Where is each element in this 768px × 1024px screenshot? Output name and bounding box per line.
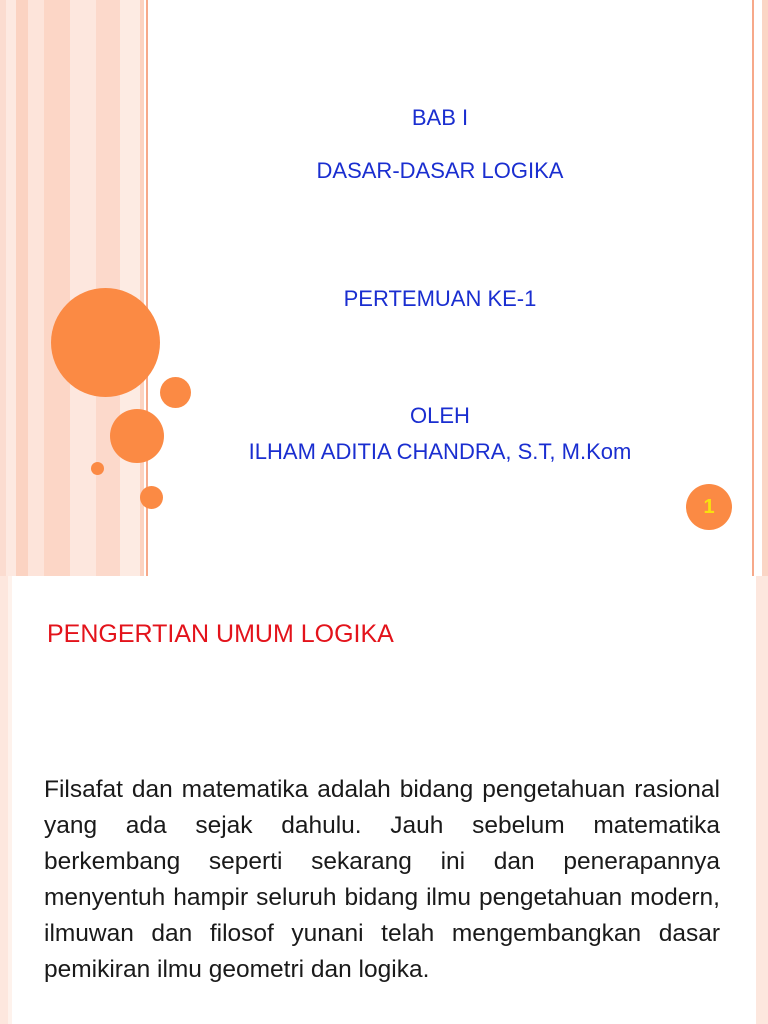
chapter-label: BAB I xyxy=(411,105,469,130)
by-label: OLEH xyxy=(410,403,470,428)
decorative-stripe xyxy=(0,576,8,1024)
decorative-circle xyxy=(110,409,164,463)
slide-title: DASAR-DASAR LOGIKA xyxy=(316,158,564,183)
body-paragraph: Filsafat dan matematika adalah bidang pengetahuan rasional yang ada sejak dahulu. Jauh sebelum matematika berkembang seperti sekarang ini dan penerapannya menyentuh hampir seluruh bidang ilmu pengetahuan modern, ilmuwan dan filosof yunani telah mengembangkan dasar pemikiran ilmu geometri dan logika. xyxy=(44,776,720,983)
divider-line xyxy=(752,0,754,576)
author-name: ILHAM ADITIA CHANDRA, S.T, M.Kom xyxy=(248,439,632,464)
decorative-stripe xyxy=(8,576,12,1024)
section-heading: PENGERTIAN UMUM LOGIKA xyxy=(47,620,394,648)
decorative-circle xyxy=(91,462,104,475)
decorative-stripe xyxy=(6,0,16,576)
meeting-label: PERTEMUAN KE-1 xyxy=(343,286,537,311)
decorative-stripe xyxy=(44,0,70,576)
decorative-circle xyxy=(51,288,160,397)
decorative-stripe xyxy=(16,0,28,576)
decorative-circle xyxy=(140,486,163,509)
page-number-badge: 1 xyxy=(686,484,732,530)
decorative-circle xyxy=(160,377,191,408)
decorative-stripe xyxy=(28,0,44,576)
decorative-stripe xyxy=(756,576,768,1024)
content-slide xyxy=(0,576,768,1024)
decorative-stripe xyxy=(120,0,140,576)
decorative-stripe xyxy=(70,0,96,576)
divider-line xyxy=(762,0,768,576)
